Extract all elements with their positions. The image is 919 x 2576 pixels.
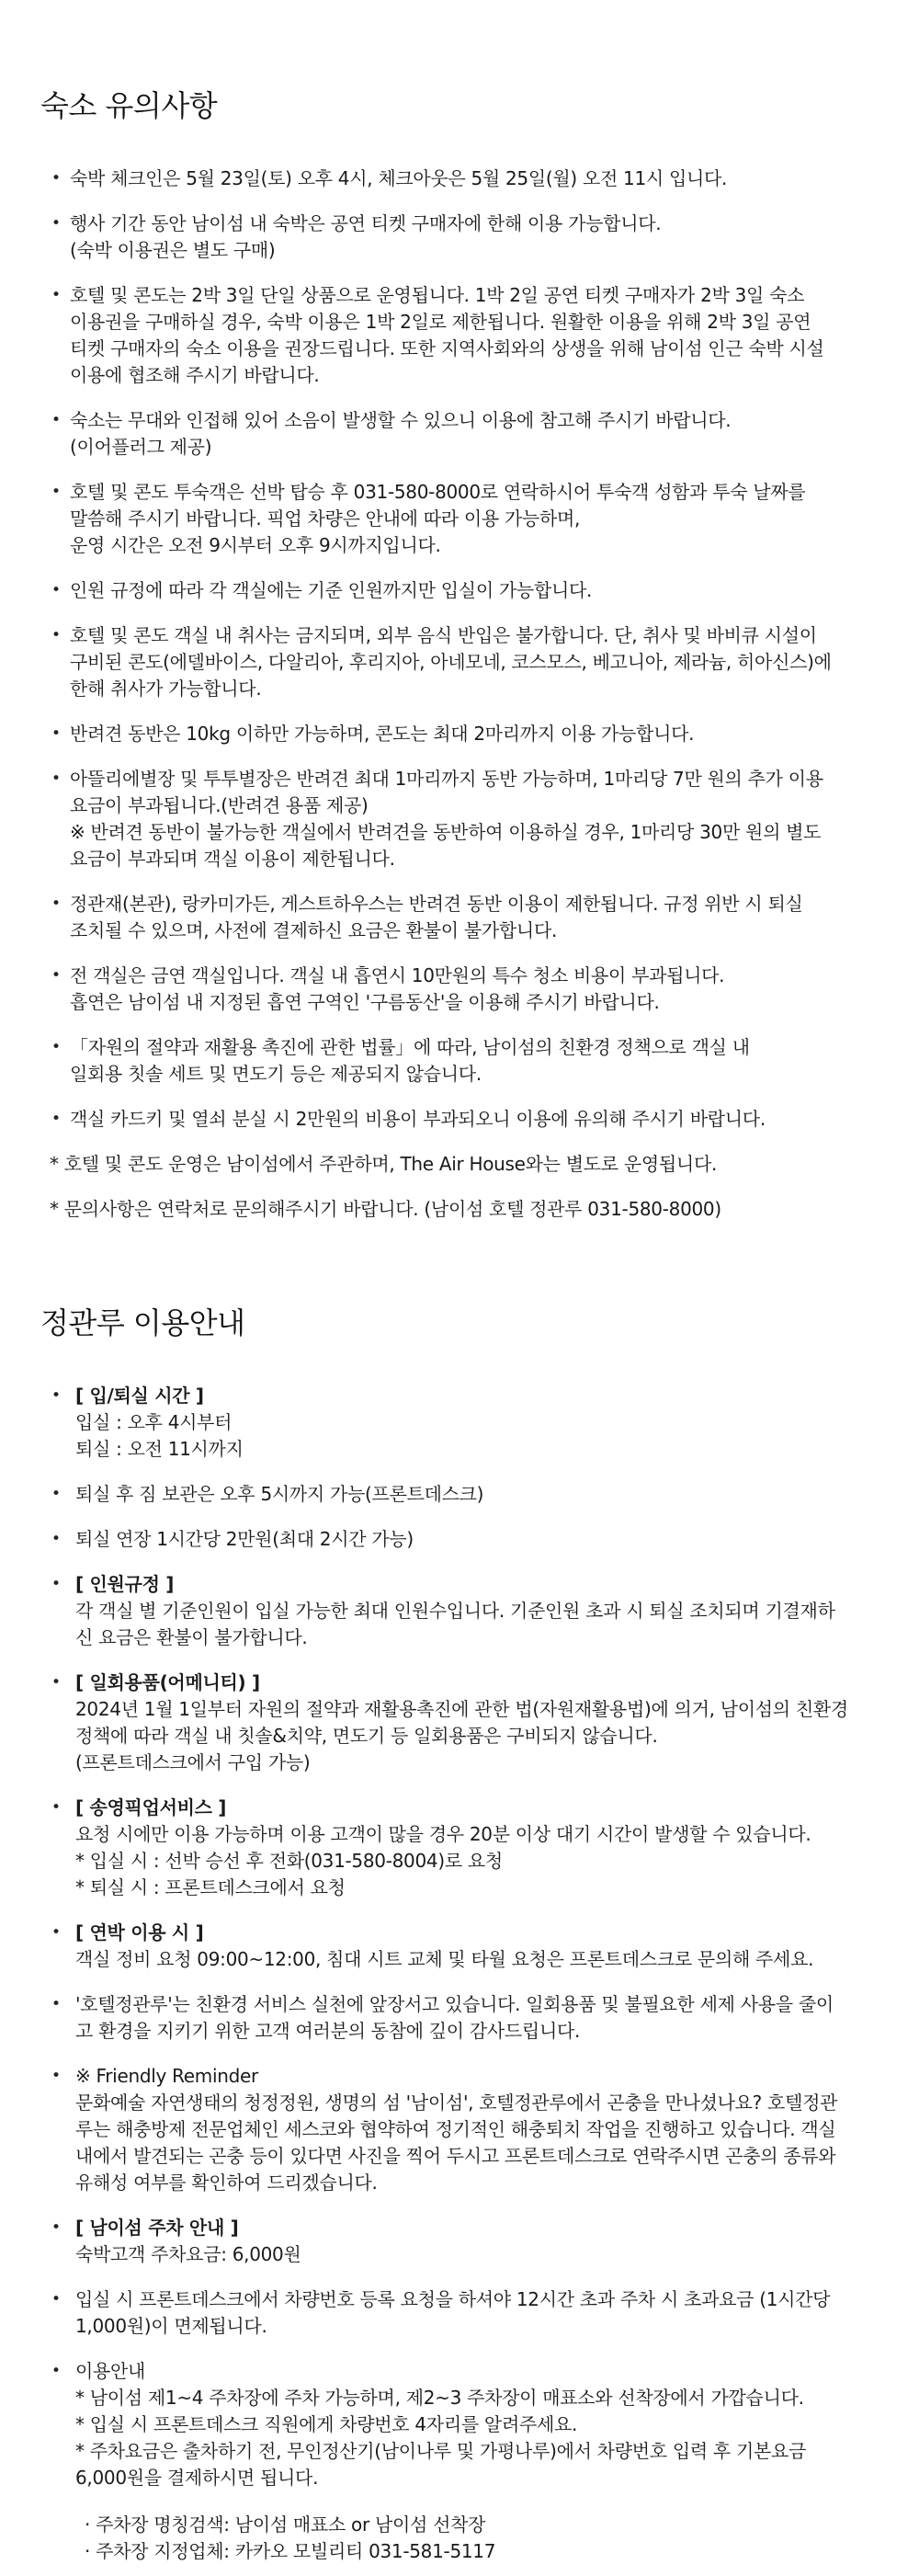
item-heading: • [ 송영픽업서비스 ]: [75, 1796, 227, 1818]
parking-operator: · 주차장 지정업체: 카카오 모빌리티 031-581-5117: [85, 2540, 496, 2562]
item-heading: • [ 연박 이용 시 ]: [75, 1921, 204, 1943]
list-item: • 객실 카드키 및 열쇠 분실 시 2만원의 비용이 부과되오니 이용에 유의해 주시기 바랍니다.: [40, 1106, 886, 1133]
parking-search-name: · 주차장 명칭검색: 남이섬 매표소 or 남이섬 선착장: [85, 2513, 486, 2536]
list-item: • 정관재(본관), 랑카미가든, 게스트하우스는 반려견 동반 이용이 제한됩니다. 규정 위반 시 퇴실 조치될 수 있으며, 사전에 결제하신 요금은 환불이 불가합니다.: [40, 891, 886, 944]
item-heading: • [ 입/퇴실 시간 ]: [75, 1385, 204, 1407]
list-item: • 호텔 및 콘도 투숙객은 선박 탑승 후 031-580-8000로 연락하시어 투숙객 성함과 투숙 날짜를 말씀해 주시기 바랍니다. 픽업 차량은 안내에 따라 이용 가능하며, 운영 시간은 오전 9시부터 오후 9시까지입니다.: [40, 479, 886, 559]
list-item-amenities: • [ 일회용품(어메니티) ] 2024년 1월 1일부터 자원의 절약과 재활용촉진에 관한 법(자원재활용법)에 의거, 남이섬의 친환경 정책에 따라 객실 내 칫솔&치약, 면도기 등 일회용품은 구비되지 않습니다. (프론트데스크에서 구입 가능): [40, 1670, 886, 1776]
accommodation-notice-list: [40, 165, 886, 1223]
list-item-extended-stay: • [ 연박 이용 시 ] 객실 정비 요청 09:00~12:00, 침대 시트 교체 및 타월 요청은 프론트데스크로 문의해 주세요.: [40, 1920, 886, 1973]
list-item: • 인원 규정에 따라 각 객실에는 기준 인원까지만 입실이 가능합니다.: [40, 577, 886, 604]
section-title-accommodation: 숙소 유의사항: [40, 88, 218, 123]
list-item-friendly-reminder: • ※ Friendly Reminder 문화예술 자연생태의 청정정원, 생명의 섬 '남이섬', 호텔정관루에서 곤충을 만나셨나요? 호텔정관 루는 해충방제 전문업체인 세스코와 협약하여 정기적인 해충퇴치 작업을 진행하고 있습니다. 객실 내에서 발견되는 곤충 등이 있다면 사진을 찍어 두시고 프론트데스크로 연락주시면 곤충의 종류와 유해성 여부를 확인하여 드리겠습니다.: [40, 2063, 886, 2196]
jeonggwanru-guide-list: [40, 1383, 886, 2565]
list-item: • 입실 시 프론트데스크에서 차량번호 등록 요청을 하셔야 12시간 초과 주차 시 초과요금 (1시간당 1,000원)이 면제됩니다.: [40, 2286, 886, 2340]
list-item: • 퇴실 연장 1시간당 2만원(최대 2시간 가능): [40, 1526, 886, 1553]
contact-note: * 문의사항은 연락처로 문의해주시기 바랍니다. (남이섬 호텔 정관루 031-580-8000): [50, 1198, 721, 1220]
list-item: • 행사 기간 동안 남이섬 내 숙박은 공연 티켓 구매자에 한해 이용 가능합니다. (숙박 이용권은 별도 구매): [40, 211, 886, 264]
list-item: • 아뜰리에별장 및 투투별장은 반려견 최대 1마리까지 동반 가능하며, 1마리당 7만 원의 추가 이용 요금이 부과됩니다.(반려견 용품 제공) ※ 반려견 동반이 불가능한 객실에서 반려견을 동반하여 이용하실 경우, 1마리당 30만 원의 별도 요금이 부과되며 객실 이용이 제한됩니다.: [40, 766, 886, 872]
list-item: • 호텔 및 콘도는 2박 3일 단일 상품으로 운영됩니다. 1박 2일 공연 티켓 구매자가 2박 3일 숙소 이용권을 구매하실 경우, 숙박 이용은 1박 2일로 제한됩니다. 원활한 이용을 위해 2박 3일 공연 티켓 구매자의 숙소 이용을 권장드립니다. 또한 지역사회와의 상생을 위해 남이섬 인근 숙박 시설 이용에 협조해 주시기 바랍니다.: [40, 282, 886, 389]
operation-note: * 호텔 및 콘도 운영은 남이섬에서 주관하며, The Air House와는 별도로 운영됩니다.: [50, 1153, 718, 1175]
list-item-pickup: • [ 송영픽업서비스 ] 요청 시에만 이용 가능하며 이용 고객이 많을 경우 20분 이상 대기 시간이 발생할 수 있습니다. * 입실 시 : 선박 승선 후 전화(031-580-8004)로 요청 * 퇴실 시 : 프론트데스크에서 요청: [40, 1795, 886, 1901]
list-item: • 「자원의 절약과 재활용 촉진에 관한 법률」에 따라, 남이섬의 친환경 정책으로 객실 내 일회용 칫솔 세트 및 면도기 등은 제공되지 않습니다.: [40, 1034, 886, 1088]
list-item: • 숙소는 무대와 인접해 있어 소음이 발생할 수 있으니 이용에 참고해 주시기 바랍니다. (이어플러그 제공): [40, 407, 886, 461]
list-item: • 퇴실 후 짐 보관은 오후 5시까지 가능(프론트데스크): [40, 1481, 886, 1508]
item-heading: • [ 일회용품(어메니티) ]: [75, 1671, 260, 1693]
list-item: • 호텔 및 콘도 객실 내 취사는 금지되며, 외부 음식 반입은 불가합니다. 단, 취사 및 바비큐 시설이 구비된 콘도(에델바이스, 다알리아, 후리지아, 아네모네, 코스모스, 베고니아, 제라늄, 히아신스)에 한해 취사가 가능합니다.: [40, 622, 886, 702]
item-heading: • [ 인원규정 ]: [75, 1573, 175, 1595]
list-item: • 반려견 동반은 10kg 이하만 가능하며, 콘도는 최대 2마리까지 이용 가능합니다.: [40, 721, 886, 747]
list-item-parking-guide: • 이용안내 * 남이섬 제1~4 주차장에 주차 가능하며, 제2~3 주차장이 매표소와 선착장에서 가깝습니다. * 입실 시 프론트데스크 직원에게 차량번호 4자리를 알려주세요. * 주차요금은 출차하기 전, 무인정산기(남이나루 및 가평나루)에서 차량번호 입력 후 기본요금 6,000원을 결제하시면 됩니다. · 주차장 명칭검색: 남이섬 매표소 or 남이섬 선착장 · 주차장 지정업체: 카카오 모빌리티 031-581-5117: [40, 2358, 886, 2565]
list-item: • 숙박 체크인은 5월 23일(토) 오후 4시, 체크아웃은 5월 25일(월) 오전 11시 입니다.: [40, 165, 886, 192]
list-item-occupancy: • [ 인원규정 ] 각 객실 별 기준인원이 입실 가능한 최대 인원수입니다. 기준인원 초과 시 퇴실 조치되며 기결재하 신 요금은 환불이 불가합니다.: [40, 1571, 886, 1651]
list-item-checkin-time: • [ 입/퇴실 시간 ] 입실 : 오후 4시부터 퇴실 : 오전 11시까지: [40, 1383, 886, 1463]
list-item: • 전 객실은 금연 객실입니다. 객실 내 흡연시 10만원의 특수 청소 비용이 부과됩니다. 흡연은 남이섬 내 지정된 흡연 구역인 '구름동산'을 이용해 주시기 바랍니다.: [40, 963, 886, 1016]
list-item-parking: • [ 남이섬 주차 안내 ] 숙박고객 주차요금: 6,000원: [40, 2215, 886, 2268]
item-heading: • [ 남이섬 주차 안내 ]: [75, 2217, 239, 2239]
list-item: • '호텔정관루'는 친환경 서비스 실천에 앞장서고 있습니다. 일회용품 및 불필요한 세제 사용을 줄이 고 환경을 지키기 위한 고객 여러분의 동참에 깊이 감사드립니다.: [40, 1991, 886, 2045]
section-title-jeonggwanru: 정관루 이용안내: [40, 1305, 245, 1340]
